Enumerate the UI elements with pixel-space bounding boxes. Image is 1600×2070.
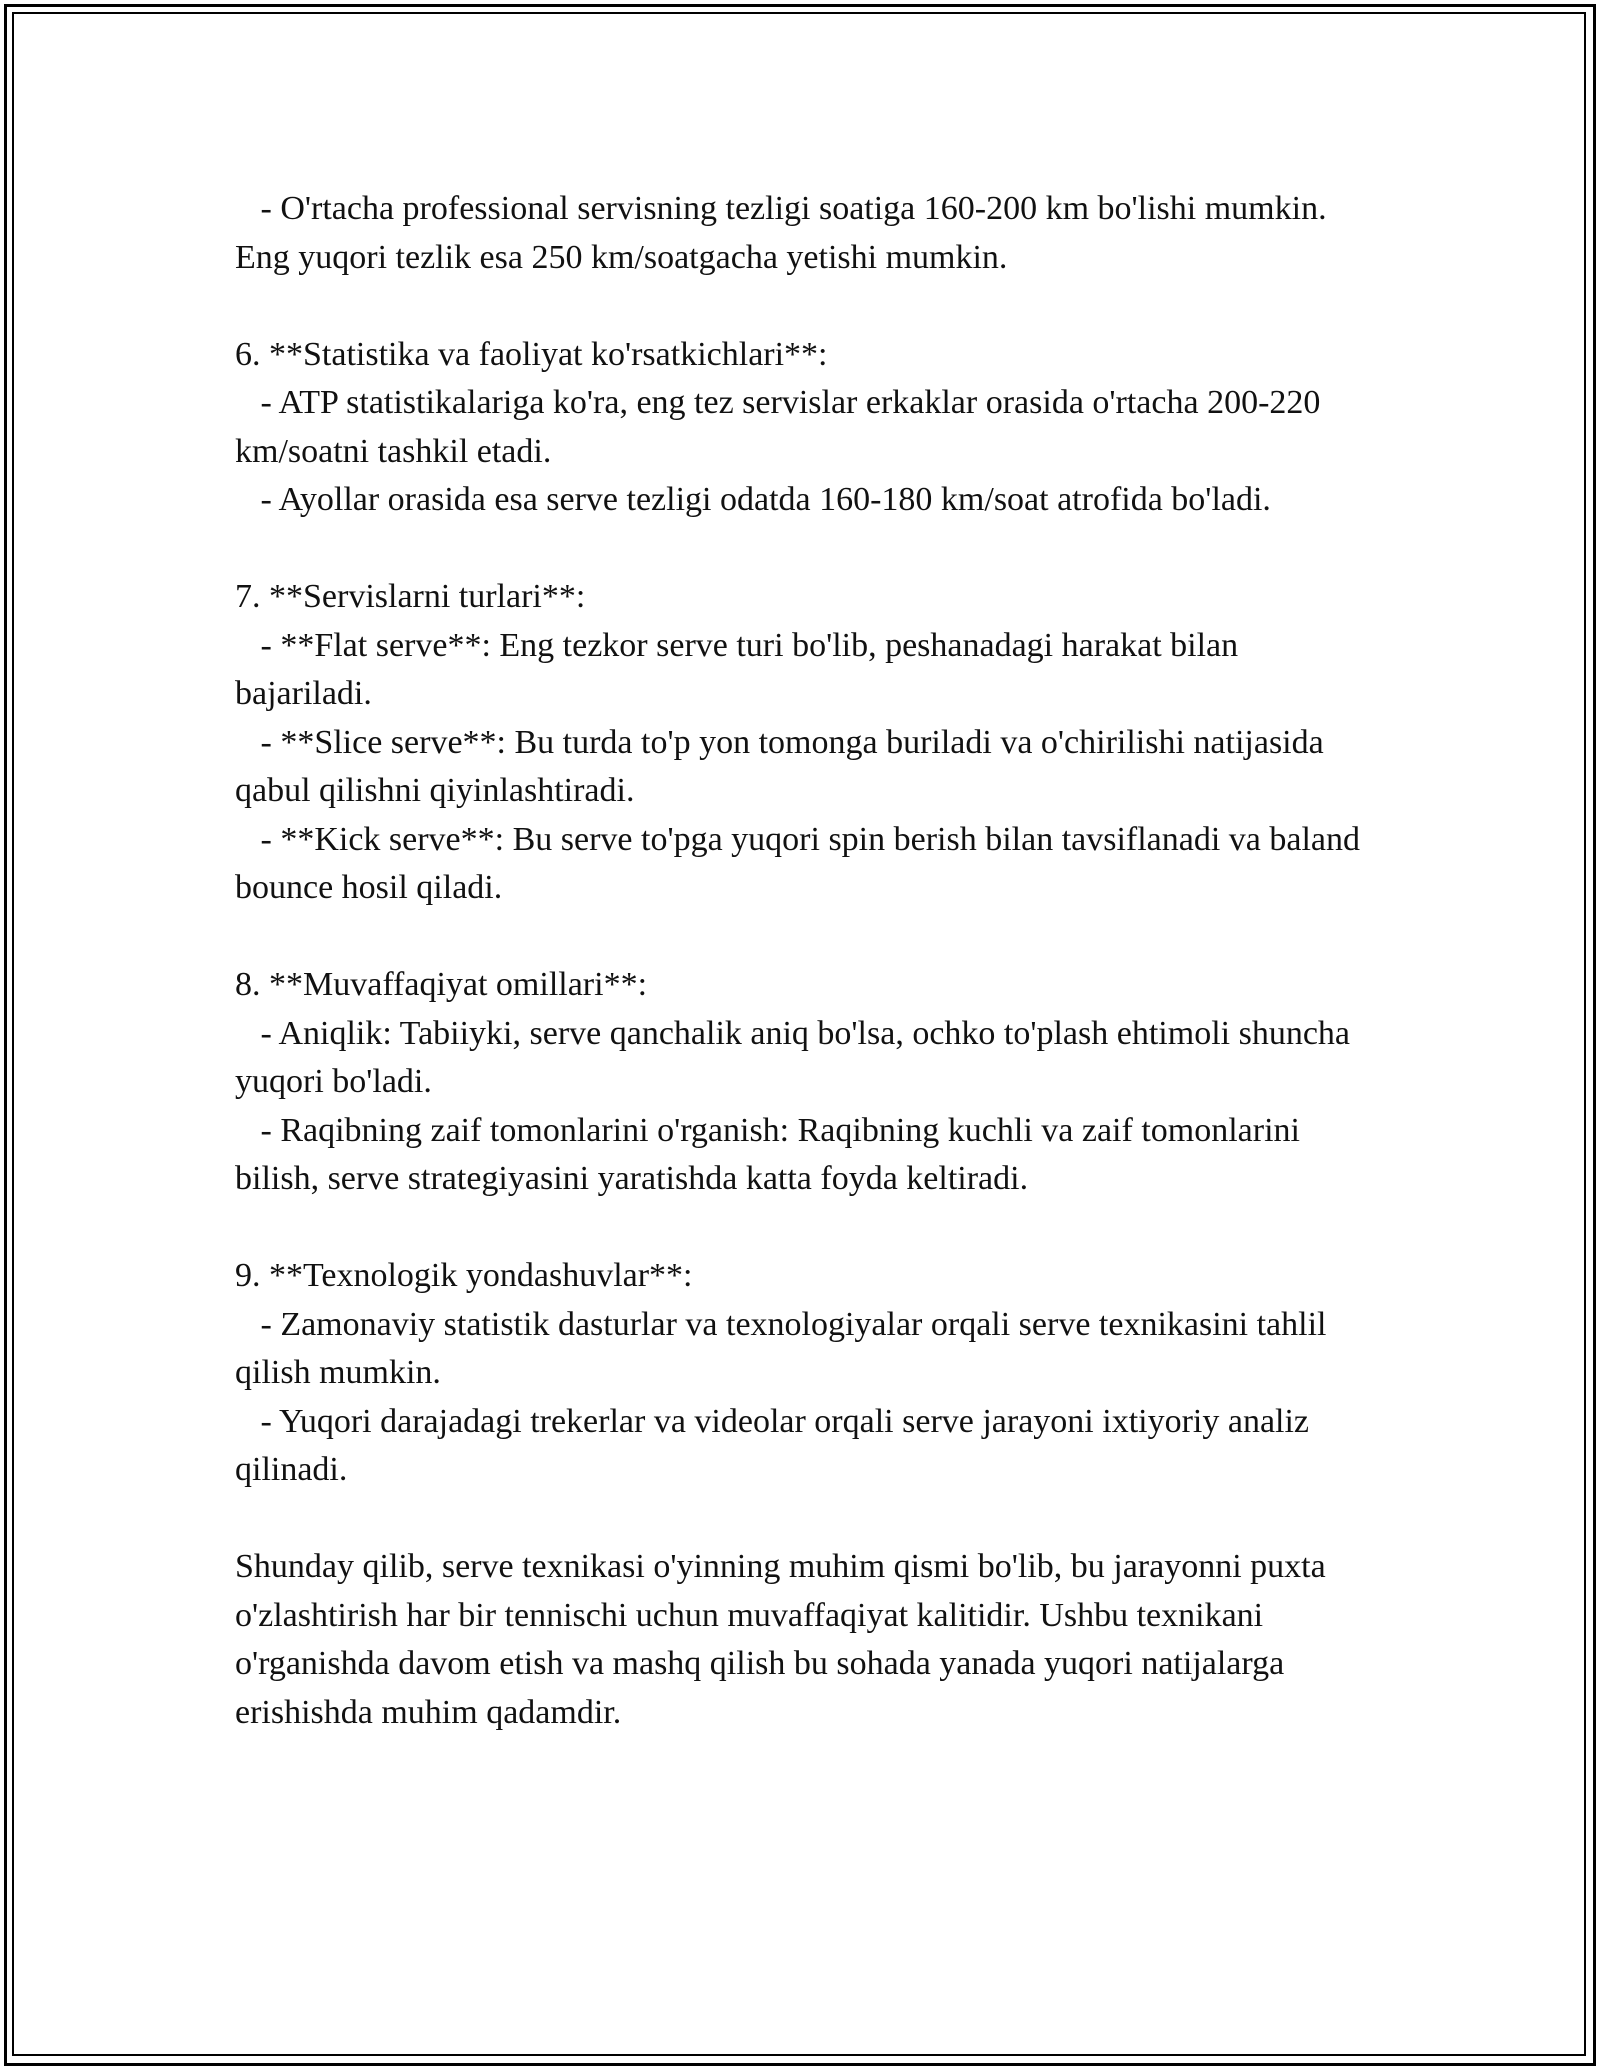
section-6-bullet-atp: - ATP statistikalariga ko'ra, eng tez servislar erkaklar orasida o'rtacha 200-220 km/soatni tashkil etadi. [235,384,1329,470]
section-7-bullet-flat: - **Flat serve**: Eng tezkor serve turi bo'lib, peshanadagi harakat bilan bajariladi. [235,626,1247,712]
section-9-heading: 9. **Texnologik yondashuvlar**: [235,1257,693,1294]
section-9-bullet-software: - Zamonaviy statistik dasturlar va texnologiyalar orqali serve texnikasini tahlil qilish mumkin. [235,1305,1335,1391]
speed-bullet-average: - O'rtacha professional servisning tezligi soatiga 160-200 km bo'lishi mumkin. Eng yuqori tezlik esa 250 km/soatgacha yetishi mumkin. [235,190,1336,276]
section-6-bullet-women: - Ayollar orasida esa serve tezligi odatda 160-180 km/soat atrofida bo'ladi. [235,481,1271,518]
section-8-bullet-opponent: - Raqibning zaif tomonlarini o'rganish: Raqibning kuchli va zaif tomonlarini bilish, serve strategiyasini yaratishda katta foyda keltiradi. [235,1111,1309,1197]
section-7-bullet-kick: - **Kick serve**: Bu serve to'pga yuqori spin berish bilan tavsiflanadi va baland bounce hosil qiladi. [235,820,1369,906]
section-9-bullet-trackers: - Yuqori darajadagi trekerlar va videolar orqali serve jarayoni ixtiyoriy analiz qilinadi. [235,1402,1318,1488]
paragraph-gap [235,525,1375,574]
conclusion-paragraph: Shunday qilib, serve texnikasi o'yinning muhim qismi bo'lib, bu jarayonni puxta o'zlashtirish har bir tennischi uchun muvaffaqiyat kalitidir. Ushbu texnikani o'rganishda davom etish va mashq qilish bu sohada yanada yuqori natijalarga erishishda muhim qadamdir. [235,1548,1335,1731]
paragraph-gap [235,913,1375,962]
section-8-heading: 8. **Muvaffaqiyat omillari**: [235,966,648,1003]
section-6-heading: 6. **Statistika va faoliyat ko'rsatkichlari**: [235,335,828,373]
paragraph-gap [235,1204,1375,1253]
paragraph-gap [235,1495,1375,1544]
document-body [235,185,1375,1737]
section-7-heading: 7. **Servislarni turlari**: [235,578,586,615]
section-7-bullet-slice: - **Slice serve**: Bu turda to'p yon tomonga buriladi va o'chirilishi natijasida qabul qilishni qiyinlashtiradi. [235,723,1333,809]
section-8-bullet-accuracy: - Aniqlik: Tabiiyki, serve qanchalik aniq bo'lsa, ochko to'plash ehtimoli shuncha yuqori bo'ladi. [235,1014,1359,1100]
paragraph-gap [235,282,1375,331]
